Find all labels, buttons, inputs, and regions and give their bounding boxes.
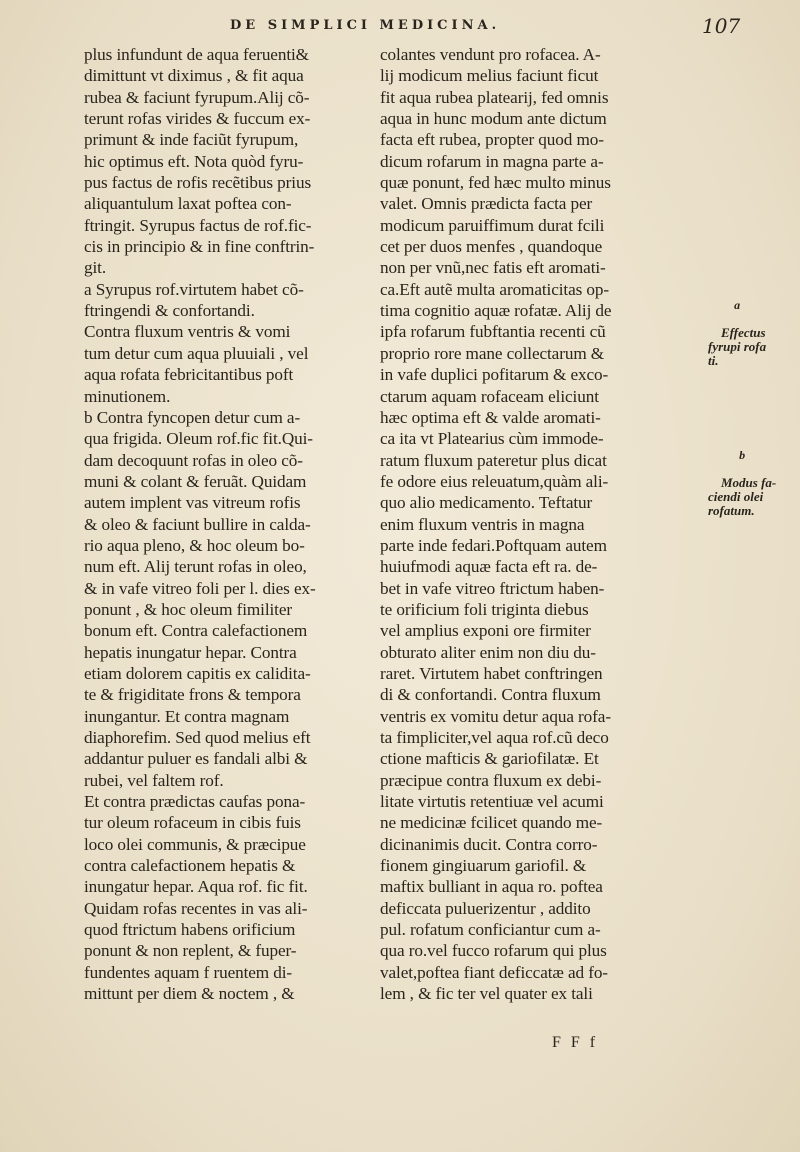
text-line: dicinanimis ducit. Contra corro- <box>380 834 598 854</box>
text-line: quod ftrictum habens orificium <box>84 920 296 940</box>
text-line: pus factus de rofis recẽtibus prius <box>84 173 312 193</box>
marginal-text: Effectus fyrupi rofa ti. <box>708 325 767 368</box>
text-line: dicum rofarum in magna parte a- <box>380 151 604 171</box>
text-line: fionem gingiuarum gariofil. & <box>380 856 587 876</box>
text-line: inungantur. Et contra magnam <box>84 706 290 726</box>
text-line: hepatis inungatur hepar. Contra <box>84 642 297 662</box>
text-line: ctione mafticis & gariofilatæ. Et <box>380 749 599 769</box>
text-line: lij modicum melius faciunt ficut <box>380 66 599 86</box>
text-line: fe odore eius releuatum,quàm ali- <box>380 471 609 491</box>
text-line: plus infundunt de aqua feruenti& <box>84 45 309 64</box>
text-line: te orificium foli triginta diebus <box>380 599 589 619</box>
text-line: quæ ponunt, fed hæc multo minus <box>380 173 611 193</box>
text-line: hæc optima eft & valde aromati- <box>380 407 601 427</box>
text-line: facta eft rubea, propter quod mo- <box>380 130 604 150</box>
text-line: fundentes aquam f ruentem di- <box>84 962 293 982</box>
text-line: terunt rofas virides & fuccum ex- <box>84 109 311 129</box>
text-line: di & confortandi. Contra fluxum <box>380 685 601 705</box>
text-line: inungatur hepar. Aqua rof. fic fit. <box>84 877 308 897</box>
text-line: bet in vafe vitreo ftrictum haben- <box>380 578 605 598</box>
text-line: raret. Virtutem habet conftringen <box>380 663 603 683</box>
text-line: ne medicinæ fcilicet quando me- <box>380 813 603 833</box>
text-line: & in vafe vitreo foli per l. dies ex- <box>84 578 316 598</box>
text-line: tur oleum rofaceum in cibis fuis <box>84 813 301 833</box>
text-line: non per vnũ,nec fatis eft aromati- <box>380 258 606 278</box>
text-line: ponunt , & hoc oleum fimiliter <box>84 599 292 619</box>
text-line: præcipue contra fluxum ex debi- <box>380 770 602 790</box>
marginal-text: Modus fa- ciendi olei rofatum. <box>708 475 777 518</box>
text-line: cet per duos menfes , quandoque <box>380 237 603 257</box>
text-line: addantur puluer es fandali albi & <box>84 749 308 769</box>
marginal-mark: b <box>739 448 746 462</box>
text-line: ta fimpliciter,vel aqua rof.cũ deco <box>380 728 609 747</box>
marginal-note-b <box>708 420 776 532</box>
text-line: etiam dolorem capitis ex calidita- <box>84 663 311 683</box>
text-line: diaphorefim. Sed quod melius eft <box>84 728 311 747</box>
text-line: obturato aliter enim non diu du- <box>380 642 596 662</box>
text-line: ipfa rofarum fubftantia recenti cũ <box>380 322 606 342</box>
right-column <box>380 44 670 1004</box>
text-line: valet,poftea fiant deficcatæ ad fo- <box>380 962 608 982</box>
text-line: minutionem. <box>84 386 171 406</box>
text-line: rubei, vel faltem rof. <box>84 770 224 790</box>
text-line: parte inde fedari.Poftquam autem <box>380 535 607 555</box>
text-line: lem , & fic ter vel quater ex tali <box>380 984 593 1004</box>
text-line: ctarum aquam rofaceam eliciunt <box>380 386 599 406</box>
text-line: ca.Eft autẽ multa aromaticitas op- <box>380 279 610 299</box>
text-line: huiufmodi aquæ facta eft ra. de- <box>380 557 598 577</box>
text-line: aliquantulum laxat poftea con- <box>84 194 292 214</box>
left-column <box>84 44 369 1004</box>
text-line: tum detur cum aqua pluuiali , vel <box>84 343 309 363</box>
text-line: vel amplius exponi ore firmiter <box>380 621 591 641</box>
text-line: dimittunt vt diximus , & fit aqua <box>84 66 304 86</box>
text-line: ca ita vt Platearius cùm immode- <box>380 429 604 449</box>
text-line: autem implent vas vitreum rofis <box>84 493 301 513</box>
text-line: deficcata puluerizentur , addito <box>380 898 591 918</box>
text-line: dam decoquunt rofas in oleo cõ- <box>84 450 303 470</box>
text-line: proprio rore mane collectarum & <box>380 343 605 363</box>
text-line: Et contra prædictas caufas pona- <box>84 792 306 812</box>
text-line: aqua rofata febricitantibus poft <box>84 365 294 385</box>
text-line: b Contra fyncopen detur cum a- <box>84 407 301 427</box>
text-line: fit aqua rubea platearij, fed omnis <box>380 87 609 107</box>
text-line: ftringit. Syrupus factus de rof.fic- <box>84 215 312 235</box>
text-line: contra calefactionem hepatis & <box>84 856 296 876</box>
text-line: te & frigiditate frons & tempora <box>84 685 301 705</box>
signature-mark: F F f <box>552 1034 599 1051</box>
text-line: maftix bulliant in aqua ro. poftea <box>380 877 603 897</box>
text-line: tima cognitio aquæ rofatæ. Alij de <box>380 301 612 321</box>
running-head: DE SIMPLICI MEDICINA. <box>230 18 501 33</box>
text-line: quo alio medicamento. Teftatur <box>380 493 593 513</box>
text-line: bonum eft. Contra calefactionem <box>84 621 308 641</box>
text-line: a Syrupus rof.virtutem habet cõ- <box>84 279 304 299</box>
text-line: qua frigida. Oleum rof.fic fit.Qui- <box>84 429 313 449</box>
text-line: litate virtutis retentiuæ vel acumi <box>380 792 604 812</box>
text-line: muni & colant & feruãt. Quidam <box>84 471 307 491</box>
text-line: & oleo & faciunt bullire in calda- <box>84 514 311 534</box>
text-line: loco olei communis, & præcipue <box>84 834 306 854</box>
text-line: mittunt per diem & noctem , & <box>84 984 295 1004</box>
text-line: pul. rofatum conficiantur cum a- <box>380 920 601 940</box>
text-line: modicum paruiffimum durat fcili <box>380 215 605 235</box>
text-line: ratum fluxum pateretur plus dicat <box>380 450 607 470</box>
marginal-mark: a <box>734 298 741 312</box>
text-line: Quidam rofas recentes in vas ali- <box>84 898 308 918</box>
text-line: ventris ex vomitu detur aqua rofa- <box>380 706 611 726</box>
text-line: hic optimus eft. Nota quòd fyru- <box>84 151 304 171</box>
text-line: rio aqua pleno, & hoc oleum bo- <box>84 535 305 555</box>
text-line: rubea & faciunt fyrupum.Alij cõ- <box>84 87 310 107</box>
text-line: num eft. Alij terunt rofas in oleo, <box>84 557 307 577</box>
text-line: aqua in hunc modum ante dictum <box>380 109 607 129</box>
text-line: enim fluxum ventris in magna <box>380 514 585 534</box>
text-line: Contra fluxum ventris & vomi <box>84 322 291 342</box>
text-line: ponunt & non replent, & fuper- <box>84 941 297 961</box>
text-line: valet. Omnis prædicta facta per <box>380 194 593 214</box>
text-line: primunt & inde faciũt fyrupum, <box>84 130 299 150</box>
text-line: git. <box>84 258 107 278</box>
text-line: ftringendi & confortandi. <box>84 301 255 321</box>
text-line: in vafe duplici pofitarum & exco- <box>380 365 609 385</box>
marginal-note-a <box>708 270 766 382</box>
text-line: colantes vendunt pro rofacea. A- <box>380 45 601 64</box>
page-number: 107 <box>702 14 741 38</box>
text-line: qua ro.vel fucco rofarum qui plus <box>380 941 607 961</box>
text-line: cis in principio & in fine conftrin- <box>84 237 315 257</box>
